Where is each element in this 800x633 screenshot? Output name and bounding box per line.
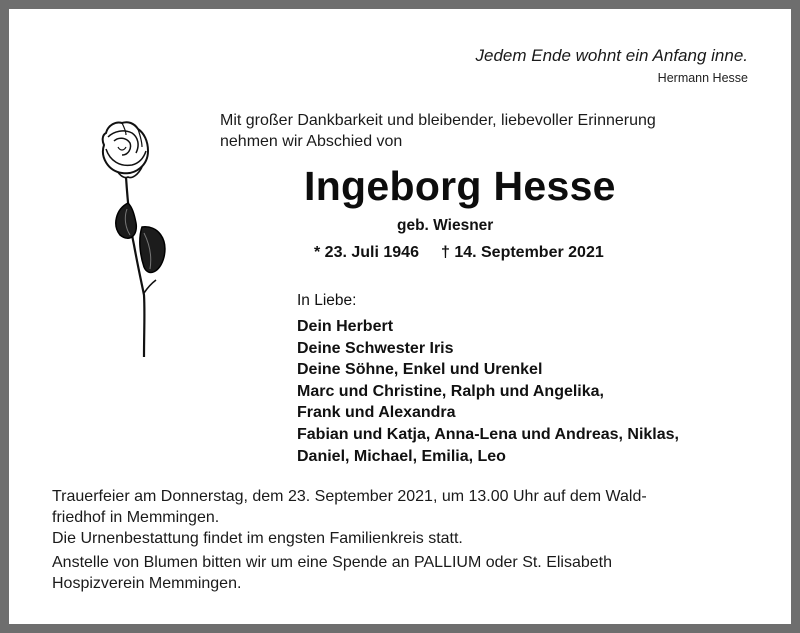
mourner-line: Frank und Alexandra — [297, 404, 456, 422]
info-line: Die Urnenbestattung findet im engsten Familienkreis statt. — [52, 530, 463, 547]
rose-icon — [78, 117, 178, 359]
quote-text: Jedem Ende wohnt ein Anfang inne. — [475, 46, 748, 65]
mourner-line: Deine Söhne, Enkel und Urenkel — [297, 361, 543, 379]
info-line: friedhof in Memmingen. — [52, 509, 220, 526]
mourner-line: Dein Herbert — [297, 318, 394, 335]
quote-author: Hermann Hesse — [657, 71, 748, 85]
mourner-line: Daniel, Michael, Emilia, Leo — [297, 447, 506, 465]
birth-date: * 23. Juli 1946 — [314, 244, 419, 261]
life-dates — [314, 244, 604, 262]
death-date: † 14. September 2021 — [440, 244, 604, 261]
intro-text — [220, 110, 656, 152]
deceased-name: Ingeborg Hesse — [304, 163, 616, 209]
intro-line: Mit großer Dankbarkeit und bleibender, liebevoller Erinnerung — [220, 112, 656, 129]
service-info — [52, 486, 647, 594]
mourners-heading: In Liebe: — [297, 292, 357, 309]
mourner-line: Marc und Christine, Ralph und Angelika, — [297, 382, 604, 400]
mourners-list — [297, 316, 679, 467]
info-line: Hospizverein Memmingen. — [52, 575, 242, 592]
mourner-line: Fabian und Katja, Anna-Lena und Andreas, Niklas, — [297, 425, 679, 443]
info-line: Trauerfeier am Donnerstag, dem 23. September 2021, um 13.00 Uhr auf dem Wald- — [52, 488, 647, 505]
maiden-name: geb. Wiesner — [397, 217, 494, 234]
mourner-line: Deine Schwester Iris — [297, 339, 454, 357]
info-line: Anstelle von Blumen bitten wir um eine Spende an PALLIUM oder St. Elisabeth — [52, 554, 613, 571]
intro-line: nehmen wir Abschied von — [220, 133, 403, 150]
